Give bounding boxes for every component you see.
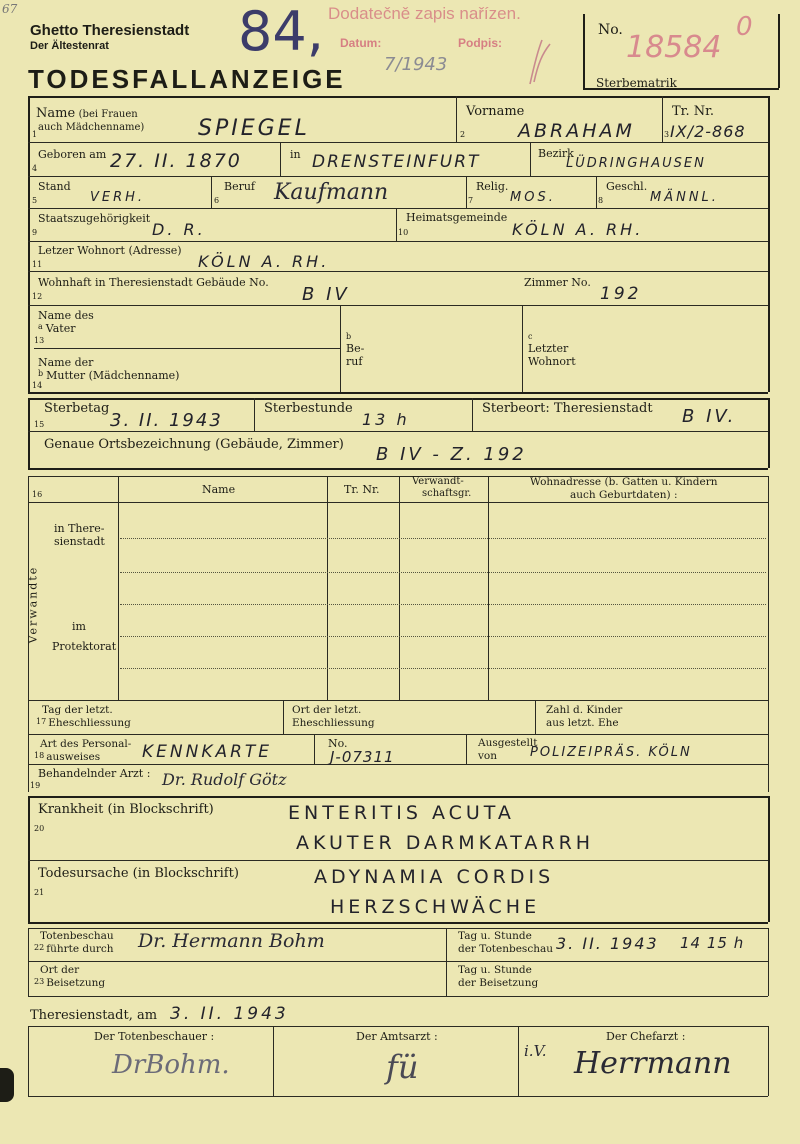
field-number-2: 2 [460, 130, 466, 139]
rel-name-header: Name [202, 483, 236, 496]
totenbeschauer-signature: DrBohm. [112, 1050, 230, 1080]
totenbeschauer-label: Der Totenbeschauer : [94, 1030, 215, 1043]
stamp-text: Dodatečně zapis nařízen. [328, 4, 521, 23]
stunde-totenbeschau-value: 14 15 h [680, 934, 745, 952]
chefarzt-signature-prefix: i.V. [524, 1042, 547, 1060]
rel-side-label: Verwandte [26, 565, 40, 644]
ghetto-title: Ghetto Theresienstadt [30, 22, 190, 39]
arzt-value: Dr. Rudolf Götz [162, 770, 287, 789]
relig-label: Relig. [476, 180, 509, 193]
field-number-16: 16 [32, 490, 43, 499]
parent-wohnort-label: c Letzter Wohnort [528, 332, 576, 368]
heimat-value: KÖLN A. RH. [512, 220, 644, 239]
field-number-10: 10 [398, 228, 409, 237]
ehe-ort-label: Ort der letzt. Eheschliessung [292, 704, 375, 729]
relig-value: MOS. [510, 190, 556, 205]
rel-verw-header: Verwandt- schaftsgr. [412, 476, 472, 499]
beisetzung-tag-label: Tag u. Stunde der Beisetzung [458, 964, 539, 989]
krankheit-label: Krankheit (in Blockschrift) [38, 802, 214, 817]
field-number-13: 13 [34, 336, 45, 345]
name-sub-label: auch Mädchenname) [38, 122, 145, 133]
staats-value: D. R. [152, 220, 206, 239]
vorname-value: ABRAHAM [518, 120, 635, 142]
todesursache-line-1: ADYNAMIA CORDIS [314, 866, 555, 888]
ausgestellt-label: Ausgestellt von [478, 737, 538, 762]
in-label: in [290, 148, 301, 161]
stand-label: Stand [38, 180, 71, 193]
sterbematrik-label: Sterbematrik [596, 76, 677, 90]
krankheit-line-2: AKUTER DARMKATARRH [296, 832, 595, 854]
no-label: No. [598, 22, 623, 38]
stamp-date-handwritten: 7/1943 [384, 54, 448, 75]
rel-protektorat-label: Protektorat [52, 640, 117, 653]
sterbetag-value: 3. II. 1943 [110, 410, 223, 431]
wohnhaft-value: B IV [302, 284, 350, 305]
staats-label: Staatszugehörigkeit [38, 212, 151, 225]
ausweis-art-label: Art des Personal- 18 ausweises [34, 738, 132, 763]
ausgestellt-value: POLIZEIPRÄS. KÖLN [530, 745, 692, 760]
rel-theresienstadt-label: in There- sienstadt [54, 522, 105, 549]
mutter-label: Name der b Mutter (Mädchenname) [38, 356, 180, 383]
field-number-1: 1 [32, 130, 38, 139]
register-number: 18584 [626, 30, 722, 65]
geschl-label: Geschl. [606, 180, 648, 193]
stamp-podpis: Podpis: [458, 36, 502, 50]
bezirk-value: LÜDRINGHAUSEN [566, 156, 706, 171]
field-number-20: 20 [34, 824, 45, 833]
trnr-value: IX/2-868 [670, 122, 746, 141]
field-number-8: 8 [598, 196, 604, 205]
vater-label: Name des a Vater [38, 309, 94, 336]
totenbeschau-value: Dr. Hermann Bohm [138, 930, 325, 952]
beruf-label: Beruf [224, 180, 256, 193]
field-number-14: 14 [32, 381, 43, 390]
wohnhaft-label: Wohnhaft in Theresienstadt Gebäude No. [38, 276, 269, 289]
todesursache-label: Todesursache (in Blockschrift) [38, 866, 239, 881]
beisetzung-ort-label: Ort der 23 Beisetzung [34, 964, 106, 989]
corner-note: 67 [2, 2, 18, 16]
place-date-value: 3. II. 1943 [170, 1004, 289, 1024]
ortsbez-label: Genaue Ortsbezeichnung (Gebäude, Zimmer) [44, 437, 344, 452]
sterbeort-value: B IV. [682, 406, 737, 427]
name-value: SPIEGEL [198, 116, 310, 141]
ausweis-no-label: No. [328, 737, 348, 750]
geboren-value: 27. II. 1870 [110, 150, 242, 172]
council-title: Der Ältestenrat [30, 40, 109, 52]
field-number-9: 9 [32, 228, 38, 237]
ortsbez-value: B IV - Z. 192 [376, 444, 527, 465]
geschl-value: MÄNNL. [650, 190, 719, 205]
field-number-5: 5 [32, 196, 38, 205]
trnr-label: Tr. Nr. [672, 104, 715, 119]
punch-hole-mark [0, 1068, 14, 1102]
zimmer-label: Zimmer No. [524, 276, 591, 289]
bezirk-label: Bezirk [538, 147, 574, 160]
ehe-tag-label: Tag der letzt. 17 Eheschliessung [36, 704, 131, 729]
wohnort-label: Letzer Wohnort (Adresse) [38, 244, 182, 257]
field-number-4: 4 [32, 164, 38, 173]
big-handwritten-number: 84, [238, 0, 324, 63]
field-number-19: 19 [30, 781, 41, 790]
form-title: TODESFALLANZEIGE [28, 64, 346, 94]
tag-totenbeschau-label: Tag u. Stunde der Totenbeschau [458, 930, 553, 955]
parent-beruf-label: b Be- ruf [346, 332, 365, 368]
kinder-label: Zahl d. Kinder aus letzt. Ehe [546, 704, 623, 729]
stand-value: VERH. [90, 190, 146, 205]
ausweis-art-value: KENNKARTE [142, 742, 273, 762]
place-date-label: Theresienstadt, am [30, 1008, 158, 1023]
tag-totenbeschau-value: 3. II. 1943 [556, 934, 659, 953]
beruf-value: Kaufmann [274, 180, 389, 205]
field-number-21: 21 [34, 888, 45, 897]
ausweis-no-value: J-07311 [330, 748, 395, 766]
stamp-signature [520, 36, 556, 86]
heimat-label: Heimatsgemeinde [406, 211, 508, 224]
todesursache-line-2: HERZSCHWÄCHE [330, 896, 541, 918]
chefarzt-signature: Herrmann [574, 1046, 732, 1081]
field-number-11: 11 [32, 260, 43, 269]
wohnort-value: KÖLN A. RH. [198, 252, 330, 271]
field-number-15: 15 [34, 420, 45, 429]
amtsarzt-signature: fü [386, 1048, 419, 1086]
sterbeort-label: Sterbeort: Theresienstadt [482, 401, 653, 416]
stamp-datum: Datum: [340, 36, 382, 50]
field-number-6: 6 [214, 196, 220, 205]
rel-im-label: im [72, 620, 86, 633]
krankheit-line-1: ENTERITIS ACUTA [288, 802, 515, 824]
vorname-label: Vorname [466, 104, 525, 119]
zimmer-value: 192 [600, 284, 642, 304]
chefarzt-label: Der Chefarzt : [606, 1030, 686, 1043]
field-number-7: 7 [468, 196, 474, 205]
sterbestunde-label: Sterbestunde [264, 401, 353, 416]
field-number-12: 12 [32, 292, 43, 301]
totenbeschau-label: Totenbeschau 22 führte durch [34, 930, 114, 955]
rel-wohn-header: Wohnadresse (b. Gatten u. Kindern auch Geburtdaten) : [530, 476, 718, 501]
sterbestunde-value: 13 h [362, 410, 410, 429]
geboren-label: Geboren am [38, 148, 107, 161]
name-label: Name (bei Frauen [36, 106, 138, 121]
trailing-digit: 0 [736, 12, 753, 42]
amtsarzt-label: Der Amtsarzt : [356, 1030, 438, 1043]
field-number-3: 3 [664, 130, 670, 139]
sterbetag-label: Sterbetag [44, 401, 110, 416]
in-value: DRENSTEINFURT [312, 152, 481, 172]
rel-trnr-header: Tr. Nr. [344, 483, 380, 496]
arzt-label: Behandelnder Arzt : [38, 767, 151, 780]
